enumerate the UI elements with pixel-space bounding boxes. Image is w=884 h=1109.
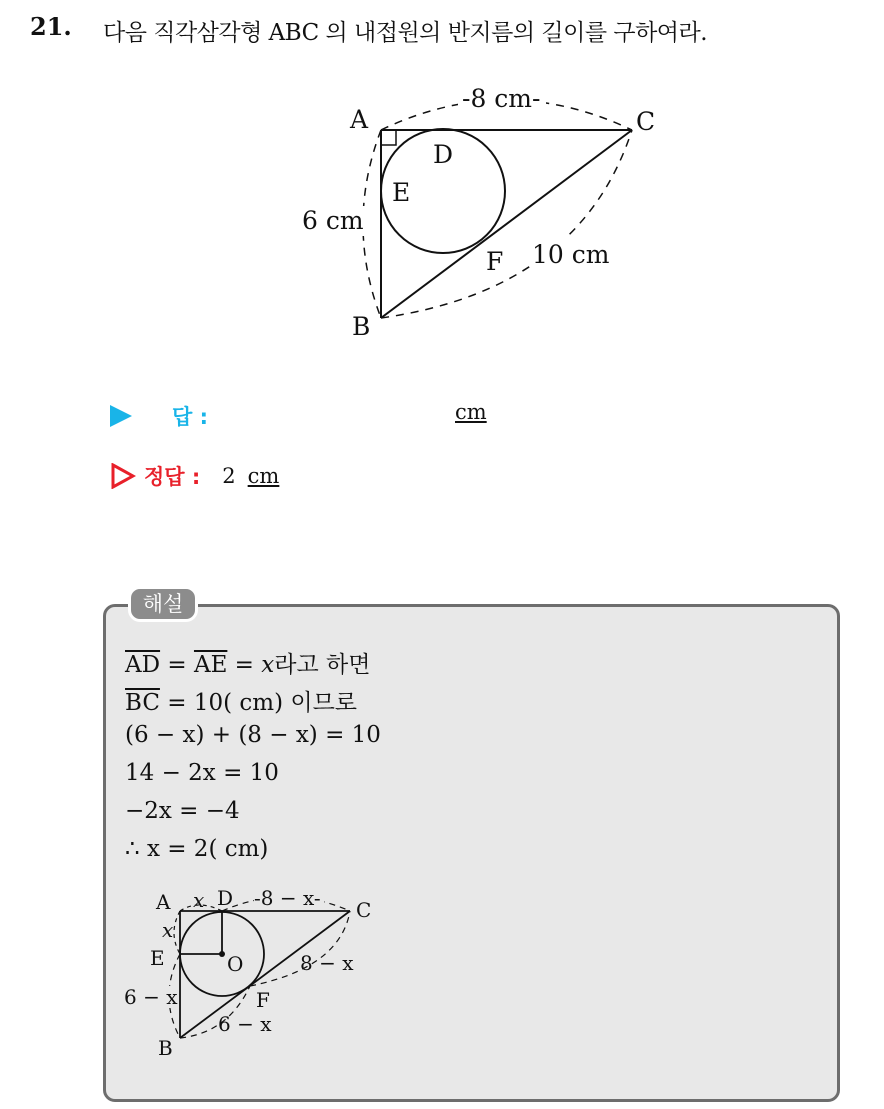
label-side-bc: 10 cm [532, 240, 610, 269]
solution-line-4: 14 − 2x = 10 [125, 760, 279, 786]
sol-seg-eb: 6 − x [124, 985, 178, 1009]
solution-line-3: (6 − x) + (8 − x) = 10 [125, 722, 381, 748]
outline-triangle-icon [110, 463, 136, 489]
sol-label-e: E [150, 946, 165, 970]
question-text: 다음 직각삼각형 ABC 의 내접원의 반지름의 길이를 구하여라. [103, 20, 708, 46]
equals-sign: = [160, 652, 194, 678]
sol-label-d: D [217, 886, 234, 910]
sol-label-f: F [256, 988, 270, 1012]
answer-unit: cm [455, 400, 487, 424]
sol-label-o: O [227, 952, 244, 976]
solution-line-5: −2x = −4 [125, 798, 240, 824]
variable-x: x [261, 652, 275, 678]
correct-label: 정답 : [144, 465, 201, 489]
solution-line-2 [125, 684, 357, 717]
segment-ad: $\overline{AD}$ [125, 652, 161, 678]
segment-bc: $\overline{BC}$ [125, 690, 160, 716]
label-side-ac: -8 cm- [462, 84, 541, 113]
question-number: 21. [30, 12, 72, 41]
label-side-ab: 6 cm [302, 206, 364, 235]
solution-line-6: ∴ x = 2( cm) [125, 836, 269, 862]
triangle-figure [290, 80, 690, 350]
sol-seg-ad: x [193, 888, 205, 912]
center-o [219, 951, 225, 957]
answer-row [110, 401, 208, 431]
solution-tab: 해설 [128, 586, 198, 622]
sol-seg-dc: -8 − x- [254, 886, 321, 910]
sol-label-c: C [356, 898, 372, 922]
solution-figure [118, 883, 388, 1063]
answer-label: 답 : [172, 405, 208, 429]
label-point-f: F [486, 247, 504, 276]
play-triangle-icon [110, 405, 132, 427]
label-point-d: D [433, 140, 454, 169]
segment-ae: $\overline{AE}$ [193, 652, 228, 678]
sol-seg-bf: 6 − x [218, 1012, 272, 1036]
correct-unit: cm [247, 464, 280, 488]
sol-seg-ae: x [162, 918, 174, 942]
right-angle-mark [381, 130, 396, 145]
correct-answer-row [110, 461, 279, 491]
correct-value: 2 [222, 464, 236, 488]
solution-line-1 [125, 646, 370, 679]
sol-seg-cf: 8 − x [300, 951, 354, 975]
equals-sign: = [227, 652, 262, 678]
label-vertex-c: C [636, 107, 656, 136]
side-bc [381, 130, 632, 318]
sol-label-a: A [156, 890, 171, 914]
line-2-text: = 10( cm) 이므로 [159, 690, 358, 716]
label-point-e: E [392, 178, 411, 207]
line-1-text: 라고 하면 [274, 652, 371, 678]
sol-label-b: B [158, 1036, 173, 1060]
label-vertex-a: A [350, 105, 369, 134]
label-vertex-b: B [352, 312, 371, 341]
